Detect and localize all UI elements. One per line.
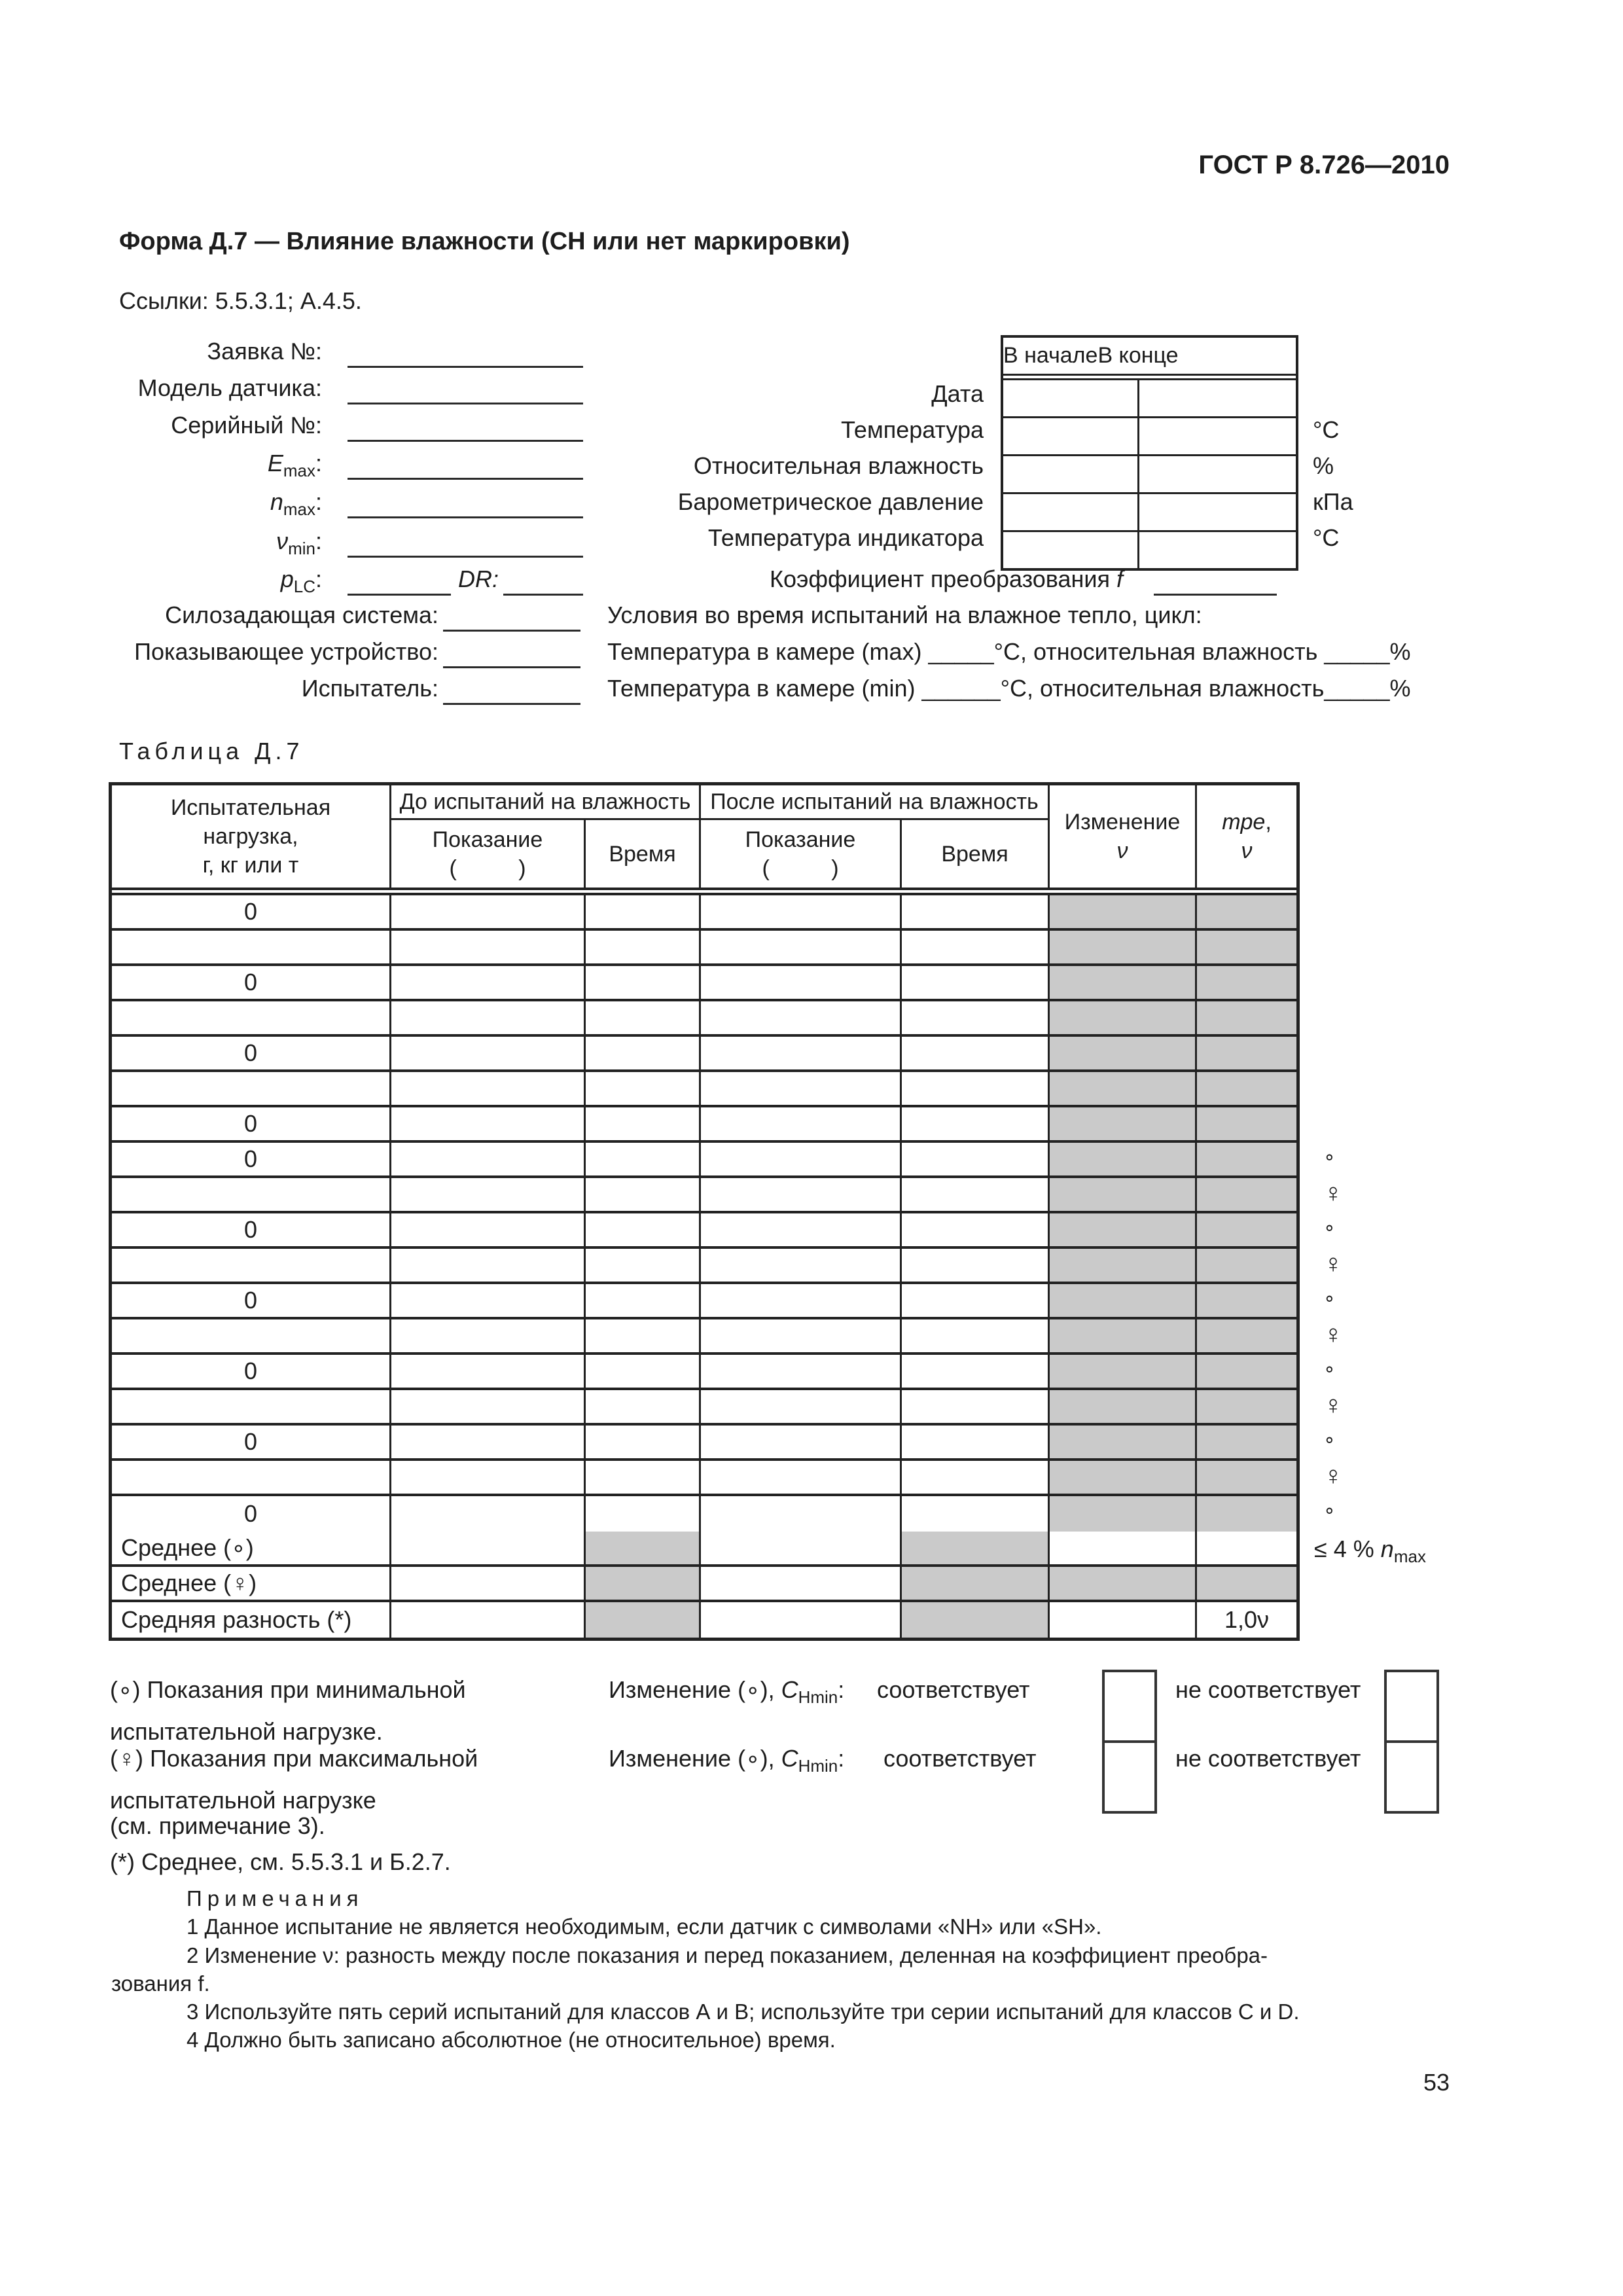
legend-max-line1: (♀) Показания при максимальной (110, 1745, 478, 1772)
date-label: Дата (931, 380, 984, 407)
temp-begin-cell[interactable] (1003, 418, 1139, 454)
references: Ссылки: 5.5.3.1; А.4.5. (119, 287, 362, 314)
indicator-temp-label: Температура индикатора (707, 524, 984, 551)
test-table (109, 782, 1300, 1641)
header-mpe: mpe, ν (1222, 810, 1272, 863)
request-field[interactable] (348, 366, 583, 368)
blocked-cell (586, 1602, 701, 1638)
data-cell[interactable] (902, 931, 1050, 963)
data-cell[interactable] (902, 1284, 1050, 1317)
header-time-before: Время (586, 820, 701, 888)
legend-min-line1: (∘) Показания при минимальной (110, 1676, 466, 1703)
data-cell[interactable] (701, 1249, 902, 1282)
data-cell[interactable] (701, 1072, 902, 1105)
page-number: 53 (1423, 2069, 1450, 2096)
data-cell[interactable] (902, 1355, 1050, 1388)
blocked-cell (902, 1532, 1050, 1564)
blocked-cell (1197, 1037, 1296, 1069)
avg-min-row (112, 1532, 1296, 1567)
data-cell[interactable] (586, 1213, 701, 1246)
note-1: 1 Данное испытание не является необходимым, если датчик с символами «NH» или «SH». (187, 1914, 1102, 1939)
data-cell[interactable] (1197, 1532, 1296, 1564)
data-cell[interactable] (391, 1426, 586, 1458)
blocked-cell (902, 1567, 1050, 1600)
data-cell[interactable] (701, 1496, 902, 1532)
blocked-cell (1050, 1143, 1197, 1175)
note-2: 2 Изменение ν: разность между после показания и перед показанием, деленная на коэффициент преобра- (187, 1943, 1268, 1967)
table-row (112, 1037, 1296, 1072)
data-cell[interactable] (586, 1496, 701, 1532)
load-cell[interactable] (112, 1319, 391, 1352)
header-group-after: После испытаний на влажность (701, 785, 1050, 820)
humidity-label: Относительная влажность (693, 452, 984, 479)
data-cell[interactable] (902, 1001, 1050, 1034)
match-checkbox-min[interactable] (1105, 1672, 1154, 1743)
load-cell[interactable] (112, 1249, 391, 1282)
blocked-cell (1197, 1461, 1296, 1494)
data-cell[interactable] (701, 1461, 902, 1494)
blocked-cell (1050, 1249, 1197, 1282)
emax-label: $E_{max}$: (267, 450, 322, 481)
data-cell[interactable] (701, 1178, 902, 1211)
blocked-cell (1050, 1319, 1197, 1352)
load-cell[interactable]: 0 (112, 895, 391, 928)
data-cell[interactable] (391, 1532, 586, 1564)
vmin-label: $\nu_{min}$: (276, 528, 322, 559)
load-cell[interactable] (112, 1072, 391, 1105)
table-row (112, 966, 1296, 1001)
data-cell[interactable] (701, 931, 902, 963)
nmax-label: $n_{max}$: (270, 488, 322, 520)
data-cell[interactable] (391, 1602, 586, 1638)
load-cell[interactable]: 0 (112, 1107, 391, 1140)
legend-max-ok: соответствует (883, 1745, 1037, 1772)
data-cell[interactable] (902, 1143, 1050, 1175)
note-2-wrap: зования f. (111, 1971, 210, 1996)
blocked-cell (1197, 1567, 1296, 1600)
humidity-begin-cell[interactable] (1003, 456, 1139, 492)
data-cell[interactable] (701, 1319, 902, 1352)
table-row (112, 1001, 1296, 1037)
data-cell[interactable] (391, 931, 586, 963)
mpe-annotation: ≤ 4 % $n_{max}$ (1314, 1535, 1426, 1567)
date-end-cell[interactable] (1139, 380, 1296, 416)
temperature-label: Температура (840, 416, 984, 443)
data-cell[interactable] (391, 1355, 586, 1388)
table-body (112, 895, 1296, 1532)
blocked-cell (586, 1532, 701, 1564)
table-caption: Таблица Д.7 (119, 738, 304, 764)
min-load-marker-icon: ∘ (1323, 1500, 1336, 1522)
data-cell[interactable] (701, 1143, 902, 1175)
serial-field[interactable] (348, 440, 583, 442)
blocked-cell (1050, 1426, 1197, 1458)
blocked-cell (1197, 1143, 1296, 1175)
data-cell[interactable] (902, 1213, 1050, 1246)
data-cell[interactable] (391, 1390, 586, 1423)
legend-min-line2: испытательной нагрузке. (110, 1718, 383, 1745)
data-cell[interactable] (586, 1001, 701, 1034)
data-cell[interactable] (391, 1284, 586, 1317)
blocked-cell (1050, 1178, 1197, 1211)
blocked-cell (1197, 1390, 1296, 1423)
data-cell[interactable] (701, 1426, 902, 1458)
table-row (112, 1213, 1296, 1249)
header-group-before: До испытаний на влажность (391, 785, 701, 820)
blocked-cell (1050, 1037, 1197, 1069)
blocked-cell (586, 1567, 701, 1600)
min-load-marker-icon: ∘ (1323, 1217, 1336, 1239)
vmin-field[interactable] (348, 556, 583, 558)
data-cell[interactable] (701, 1037, 902, 1069)
load-cell[interactable]: 0 (112, 1426, 391, 1458)
header-reading-before: Показание ( ) (391, 820, 586, 888)
load-cell[interactable] (112, 1178, 391, 1211)
table-row (112, 1426, 1296, 1461)
force-system-label: Силозадающая система: (165, 601, 438, 628)
load-cell[interactable] (112, 1001, 391, 1034)
blocked-cell (1197, 1355, 1296, 1388)
conditions-table (1001, 335, 1298, 571)
data-cell[interactable] (1050, 1602, 1197, 1638)
serial-label: Серийный №: (171, 412, 322, 439)
checkbox-column-match (1102, 1670, 1157, 1814)
data-cell[interactable] (701, 1532, 902, 1564)
blocked-cell (1050, 1107, 1197, 1140)
data-cell[interactable] (586, 1249, 701, 1282)
dr-label: DR: (458, 565, 499, 592)
blocked-cell (1197, 1001, 1296, 1034)
blocked-cell (1197, 1072, 1296, 1105)
conversion-factor-label: Коэффициент преобразования f (769, 565, 1123, 592)
blocked-cell (902, 1602, 1050, 1638)
conversion-factor-field[interactable] (1154, 594, 1277, 596)
data-cell[interactable] (586, 1355, 701, 1388)
tester-field[interactable] (443, 703, 580, 705)
table-row (112, 1284, 1296, 1319)
legend-max-line2: испытательной нагрузке (110, 1787, 376, 1814)
blocked-cell (1050, 1496, 1197, 1532)
blocked-cell (1050, 931, 1197, 963)
indtemp-begin-cell[interactable] (1003, 532, 1139, 568)
notes-heading: Примечания (187, 1886, 364, 1910)
data-cell[interactable] (586, 1072, 701, 1105)
data-cell[interactable] (1050, 1532, 1197, 1564)
data-cell[interactable] (701, 895, 902, 928)
chamber-temp-max-line: Температура в камере (max) _____°С, относительная влажность _____% (607, 638, 1411, 665)
table-row (112, 1072, 1296, 1107)
data-cell[interactable] (391, 1249, 586, 1282)
tester-label: Испытатель: (301, 675, 438, 702)
table-row (112, 1390, 1296, 1426)
blocked-cell (1197, 1213, 1296, 1246)
data-cell[interactable] (391, 1461, 586, 1494)
table-row (112, 1319, 1296, 1355)
min-load-marker-icon: ∘ (1323, 1147, 1336, 1168)
data-cell[interactable] (701, 1602, 902, 1638)
blocked-cell (1197, 1178, 1296, 1211)
dr-field[interactable] (503, 594, 583, 596)
data-cell[interactable] (902, 1461, 1050, 1494)
load-cell[interactable]: 0 (112, 966, 391, 999)
max-load-marker-icon: ♀ (1323, 1462, 1343, 1490)
data-cell[interactable] (586, 1143, 701, 1175)
blocked-cell (1197, 1284, 1296, 1317)
data-cell[interactable] (902, 1178, 1050, 1211)
blocked-cell (1197, 1249, 1296, 1282)
header-divider (112, 888, 1296, 895)
pressure-begin-cell[interactable] (1003, 494, 1139, 530)
data-cell[interactable] (391, 1037, 586, 1069)
blocked-cell (1197, 966, 1296, 999)
legend-max-change: Изменение (∘), $C_{Hmin}$: (609, 1745, 845, 1776)
blocked-cell (1197, 1319, 1296, 1352)
data-cell[interactable] (701, 1284, 902, 1317)
table-header (112, 785, 1296, 888)
data-cell[interactable] (391, 1496, 586, 1532)
blocked-cell (1197, 1426, 1296, 1458)
blocked-cell (1197, 1107, 1296, 1140)
indicator-temp-unit: °С (1313, 524, 1340, 551)
blocked-cell (1197, 931, 1296, 963)
avg-min-label: Среднее (∘) (112, 1532, 391, 1564)
blocked-cell (1050, 1390, 1197, 1423)
load-cell[interactable] (112, 1390, 391, 1423)
data-cell[interactable] (586, 966, 701, 999)
max-load-marker-icon: ♀ (1323, 1320, 1343, 1349)
legend-min-change: Изменение (∘), $C_{Hmin}$: (609, 1676, 845, 1708)
max-load-marker-icon: ♀ (1323, 1249, 1343, 1278)
plc-label: $p_{LC}$: (280, 565, 322, 597)
blocked-cell (1050, 1072, 1197, 1105)
data-cell[interactable] (391, 1319, 586, 1352)
table-row (112, 931, 1296, 966)
load-cell[interactable]: 0 (112, 1213, 391, 1246)
data-cell[interactable] (701, 966, 902, 999)
humidity-end-cell[interactable] (1139, 456, 1296, 492)
data-cell[interactable] (586, 931, 701, 963)
data-cell[interactable] (391, 966, 586, 999)
avg-max-row (112, 1567, 1296, 1602)
min-load-marker-icon: ∘ (1323, 1429, 1336, 1451)
table-row (112, 1143, 1296, 1178)
data-cell[interactable] (391, 1072, 586, 1105)
data-cell[interactable] (701, 1355, 902, 1388)
data-cell[interactable] (902, 1249, 1050, 1282)
header-change: Изменение ν (1050, 785, 1197, 888)
form-title: Форма Д.7 — Влияние влажности (СН или нет маркировки) (119, 228, 850, 255)
data-cell[interactable] (902, 895, 1050, 928)
star-note: (*) Среднее, см. 5.5.3.1 и Б.2.7. (110, 1848, 451, 1875)
load-cell[interactable]: 0 (112, 1143, 391, 1175)
data-cell[interactable] (586, 1390, 701, 1423)
load-cell[interactable] (112, 931, 391, 963)
max-load-marker-icon: ♀ (1323, 1179, 1343, 1208)
nomatch-checkbox-max[interactable] (1387, 1743, 1436, 1811)
data-cell[interactable] (586, 1461, 701, 1494)
pressure-end-cell[interactable] (1139, 494, 1296, 530)
table-row (112, 1107, 1296, 1143)
load-cell[interactable]: 0 (112, 1037, 391, 1069)
indtemp-end-cell[interactable] (1139, 532, 1296, 568)
data-cell[interactable] (902, 1037, 1050, 1069)
match-checkbox-max[interactable] (1105, 1743, 1154, 1811)
note-4: 4 Должно быть записано абсолютное (не относительное) время. (187, 2028, 836, 2052)
data-cell[interactable] (391, 895, 586, 928)
data-cell[interactable] (586, 1284, 701, 1317)
avg-max-label: Среднее (♀) (112, 1567, 391, 1600)
data-cell[interactable] (391, 1213, 586, 1246)
col-end: В конце (1097, 343, 1179, 368)
header-load: Испытательная нагрузка, г, кг или т (112, 785, 391, 888)
data-cell[interactable] (701, 1213, 902, 1246)
table-row (112, 1496, 1296, 1532)
blocked-cell (1050, 1461, 1197, 1494)
header-time-after: Время (902, 820, 1050, 888)
indicating-device-label: Показывающее устройство: (134, 638, 438, 665)
data-cell[interactable] (701, 1001, 902, 1034)
temp-end-cell[interactable] (1139, 418, 1296, 454)
data-cell[interactable] (701, 1567, 902, 1600)
blocked-cell (1050, 1284, 1197, 1317)
standard-number: ГОСТ Р 8.726—2010 (1198, 151, 1450, 179)
checkbox-column-nomatch (1384, 1670, 1439, 1814)
blocked-cell (1050, 1355, 1197, 1388)
table-row (112, 1178, 1296, 1213)
avg-diff-row (112, 1602, 1296, 1638)
data-cell[interactable] (586, 1319, 701, 1352)
note-3: 3 Используйте пять серий испытаний для классов А и В; используйте три серии испытаний для классов С и D. (187, 2000, 1300, 2024)
pressure-unit: кПа (1313, 488, 1353, 515)
table-row (112, 895, 1296, 931)
request-label: Заявка №: (207, 338, 322, 365)
data-cell[interactable] (902, 1496, 1050, 1532)
plc-field[interactable] (348, 594, 451, 596)
data-cell[interactable] (701, 1390, 902, 1423)
table-row (112, 1461, 1296, 1496)
chamber-temp-min-line: Температура в камере (min) ______°С, относительная влажность_____% (607, 675, 1411, 702)
see-note: (см. примечание 3). (110, 1812, 325, 1839)
load-cell[interactable]: 0 (112, 1496, 391, 1532)
data-cell[interactable] (391, 1567, 586, 1600)
mpe-limit-value: 1,0ν (1224, 1606, 1270, 1633)
force-system-field[interactable] (443, 630, 580, 632)
data-cell[interactable] (586, 1037, 701, 1069)
legend-min-ok: соответствует (877, 1676, 1030, 1703)
nmax-field[interactable] (348, 516, 583, 518)
model-field[interactable] (348, 403, 583, 404)
load-cell[interactable] (112, 1461, 391, 1494)
temperature-unit: °С (1313, 416, 1340, 443)
indicating-device-field[interactable] (443, 666, 580, 668)
min-load-marker-icon: ∘ (1323, 1359, 1336, 1380)
blocked-cell (1050, 1001, 1197, 1034)
divider (1003, 374, 1296, 380)
data-cell[interactable] (391, 1178, 586, 1211)
min-load-marker-icon: ∘ (1323, 1288, 1336, 1310)
legend-min-nok: не соответствует (1175, 1676, 1361, 1703)
data-cell[interactable] (391, 1001, 586, 1034)
blocked-cell (1197, 1496, 1296, 1532)
test-conditions-label: Условия во время испытаний на влажное тепло, цикл: (607, 601, 1202, 628)
load-cell[interactable]: 0 (112, 1284, 391, 1317)
data-cell[interactable] (391, 1143, 586, 1175)
date-begin-cell[interactable] (1003, 380, 1139, 416)
legend-max-nok: не соответствует (1175, 1745, 1361, 1772)
avg-diff-label: Средняя разность (*) (112, 1602, 391, 1638)
nomatch-checkbox-min[interactable] (1387, 1672, 1436, 1743)
data-cell[interactable] (902, 1319, 1050, 1352)
data-cell[interactable] (902, 1107, 1050, 1140)
pressure-label: Барометрическое давление (677, 488, 984, 515)
data-cell[interactable] (586, 1426, 701, 1458)
data-cell[interactable] (586, 1107, 701, 1140)
model-label: Модель датчика: (137, 374, 322, 401)
data-cell[interactable] (586, 1178, 701, 1211)
data-cell[interactable] (586, 895, 701, 928)
data-cell[interactable] (902, 966, 1050, 999)
data-cell[interactable] (701, 1107, 902, 1140)
blocked-cell (1050, 1567, 1197, 1600)
blocked-cell (1050, 895, 1197, 928)
data-cell[interactable] (902, 1072, 1050, 1105)
data-cell[interactable] (902, 1426, 1050, 1458)
load-cell[interactable]: 0 (112, 1355, 391, 1388)
table-row (112, 1249, 1296, 1284)
data-cell[interactable] (391, 1107, 586, 1140)
emax-field[interactable] (348, 478, 583, 480)
col-begin: В начале (1003, 343, 1098, 368)
blocked-cell (1050, 966, 1197, 999)
data-cell[interactable] (902, 1390, 1050, 1423)
humidity-unit: % (1313, 452, 1334, 479)
header-reading-after: Показание ( ) (701, 820, 902, 888)
max-load-marker-icon: ♀ (1323, 1391, 1343, 1420)
table-row (112, 1355, 1296, 1390)
blocked-cell (1197, 895, 1296, 928)
blocked-cell (1050, 1213, 1197, 1246)
